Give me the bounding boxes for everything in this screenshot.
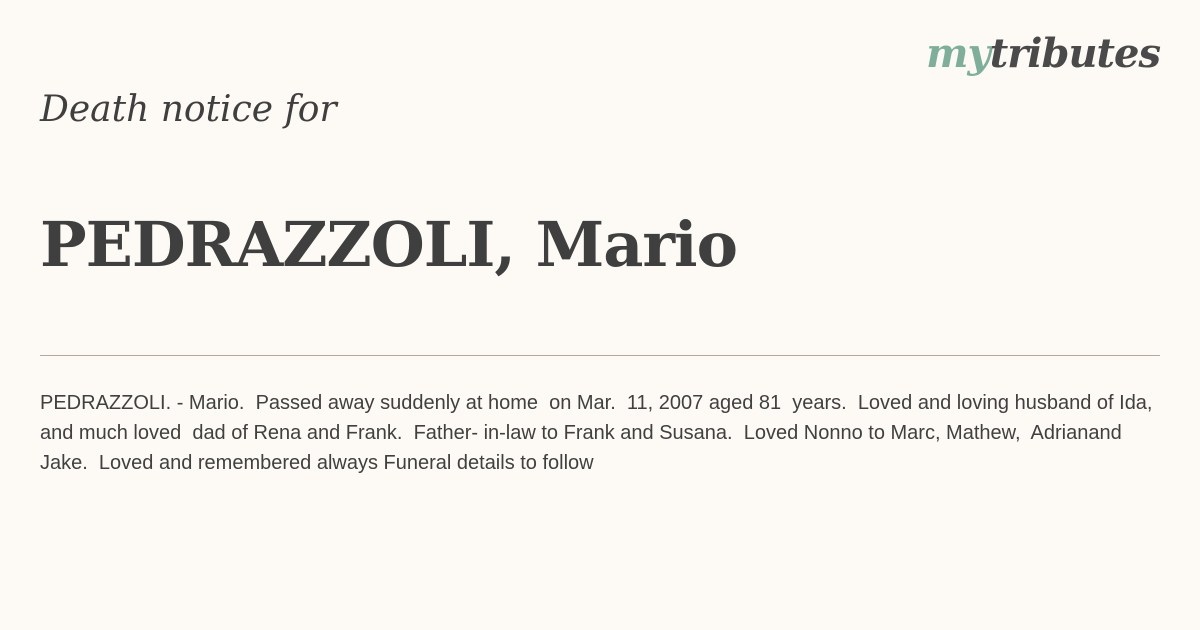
logo-tributes-text: tributes: [989, 30, 1160, 77]
logo-my-text: my: [926, 30, 990, 77]
notice-body-text: PEDRAZZOLI. - Mario. Passed away suddenly at home on Mar. 11, 2007 aged 81 years. Loved and loving husband of Ida, and much loved dad of Rena and Frank. Father- in-law to Frank and Susana. Loved Nonno to Marc, Mathew, Adrianand Jake. Loved and remembered always Funeral details to follow: [40, 392, 1159, 474]
death-notice-intro: Death notice for: [40, 89, 337, 130]
section-divider: [40, 355, 1160, 356]
mytributes-logo[interactable]: [926, 30, 1160, 78]
deceased-name: PEDRAZZOLI, Mario: [40, 208, 737, 281]
